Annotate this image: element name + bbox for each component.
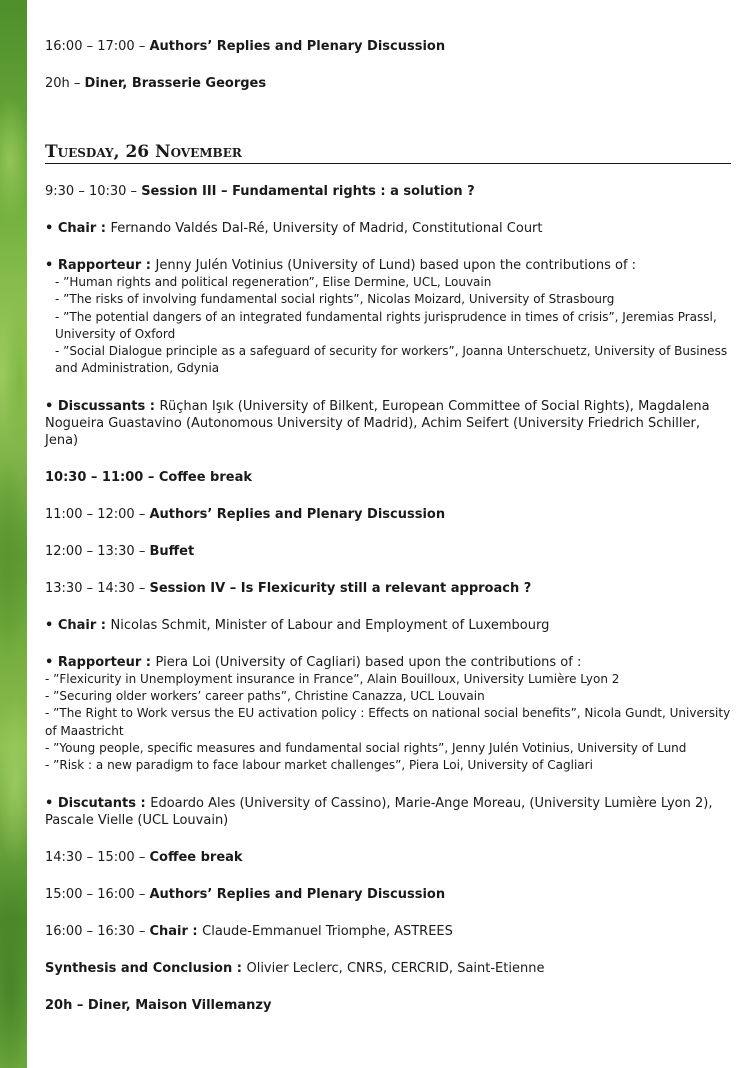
contribution-item: - ”The potential dangers of an integrated fundamental rights jurisprudence in times of crisis”, Jeremias Prassl, University of Oxford <box>55 309 717 341</box>
contribution-item: - ”Social Dialogue principle as a safeguard of security for workers”, Joanna Unterschuetz, University of Business and Administration, Gdynia <box>55 344 728 376</box>
session-3-title: 9:30 – 10:30 – Session III – Fundamental rights : a solution ? <box>45 184 475 199</box>
day-heading: Tuesday, 26 November <box>45 142 731 164</box>
schedule-item-buffet: 12:00 – 13:30 – Buffet <box>45 543 195 559</box>
schedule-item-replies: 15:00 – 16:00 – Authors’ Replies and Plenary Discussion <box>45 886 446 902</box>
program-page <box>45 38 735 1014</box>
session-4-discutants: • Discutants : Edoardo Ales (University of Cassino), Marie-Ange Moreau, (University Lumière Lyon 2), Pascale Vielle (UCL Louvain) <box>45 795 713 828</box>
schedule-item-synthesis: Synthesis and Conclusion : Olivier Leclerc, CNRS, CERCRID, Saint-Etienne <box>45 960 545 976</box>
contribution-item: - ”The Right to Work versus the EU activation policy : Effects on national social benefits”, Nicola Gundt, University of Maastricht <box>45 706 731 738</box>
schedule-item-diner: 20h – Diner, Maison Villemanzy <box>45 997 272 1013</box>
session-4-rapporteur: • Rapporteur : Piera Loi (University of Cagliari) based upon the contributions of : - ”Flexicurity in Unemployment insurance in France”, Alain Bouilloux, University Lumière Lyon 2 - ”Securing older workers’ career paths”, Christine Canazza, UCL Louvain - ”The Right to Work versus the EU activation policy : Effects on national social benefits”, Nicola Gundt, University of Maastricht - ”Young people, specific measures and fundamental social rights”, Jenny Julén Votinius, University of Lund - ”Risk : a new paradigm to face labour market challenges”, Piera Loi, University of Cagliari <box>45 654 735 775</box>
session-3-chair: • Chair : Fernando Valdés Dal-Ré, University of Madrid, Constitutional Court <box>45 221 543 236</box>
schedule-item-coffee-break: 10:30 – 11:00 – Coffee break <box>45 469 252 485</box>
schedule-item-coffee-break: 14:30 – 15:00 – Coffee break <box>45 849 243 865</box>
contribution-item: - ”Human rights and political regeneration”, Elise Dermine, UCL, Louvain <box>55 275 492 289</box>
schedule-item-chair: 16:00 – 16:30 – Chair : Claude-Emmanuel Triomphe, ASTREES <box>45 923 453 939</box>
session-3-rapporteur: • Rapporteur : Jenny Julén Votinius (University of Lund) based upon the contributions of : - ”Human rights and political regeneration”, Elise Dermine, UCL, Louvain - ”The risks of involving fundamental social rights”, Nicolas Moizard, University of Strasbourg - ”The potential dangers of an integrated fundamental rights jurisprudence in times of crisis”, Jeremias Prassl, University of Oxford - ”Social Dialogue principle as a safeguard of security for workers”, Joanna Unterschuetz, University of Business and Administration, Gdynia <box>45 257 735 378</box>
schedule-item-replies: 16:00 – 17:00 – Authors’ Replies and Plenary Discussion <box>45 39 446 54</box>
decorative-leaf-border <box>0 0 27 1068</box>
contribution-item: - ”Young people, specific measures and fundamental social rights”, Jenny Julén Votinius, University of Lund <box>45 740 687 755</box>
contribution-item: - ”Flexicurity in Unemployment insurance in France”, Alain Bouilloux, University Lumière Lyon 2 <box>45 671 620 686</box>
session-3-discussants: • Discussants : Rüçhan Işık (University of Bilkent, European Committee of Social Rights), Magdalena Nogueira Guastavino (Autonomous University of Madrid), Achim Seifert (University Friedrich Schiller, Jena) <box>45 398 710 448</box>
contribution-item: - ”Securing older workers’ career paths”, Christine Canazza, UCL Louvain <box>45 689 485 704</box>
contribution-item: - ”Risk : a new paradigm to face labour market challenges”, Piera Loi, University of Cagliari <box>45 758 593 773</box>
contribution-item: - ”The risks of involving fundamental social rights”, Nicolas Moizard, University of Strasbourg <box>55 292 615 307</box>
session-4-title: 13:30 – 14:30 – Session IV – Is Flexicurity still a relevant approach ? <box>45 580 532 596</box>
session-4-chair: • Chair : Nicolas Schmit, Minister of Labour and Employment of Luxembourg <box>45 617 550 633</box>
schedule-item-diner: 20h – Diner, Brasserie Georges <box>45 76 267 91</box>
schedule-item-replies: 11:00 – 12:00 – Authors’ Replies and Plenary Discussion <box>45 506 446 522</box>
